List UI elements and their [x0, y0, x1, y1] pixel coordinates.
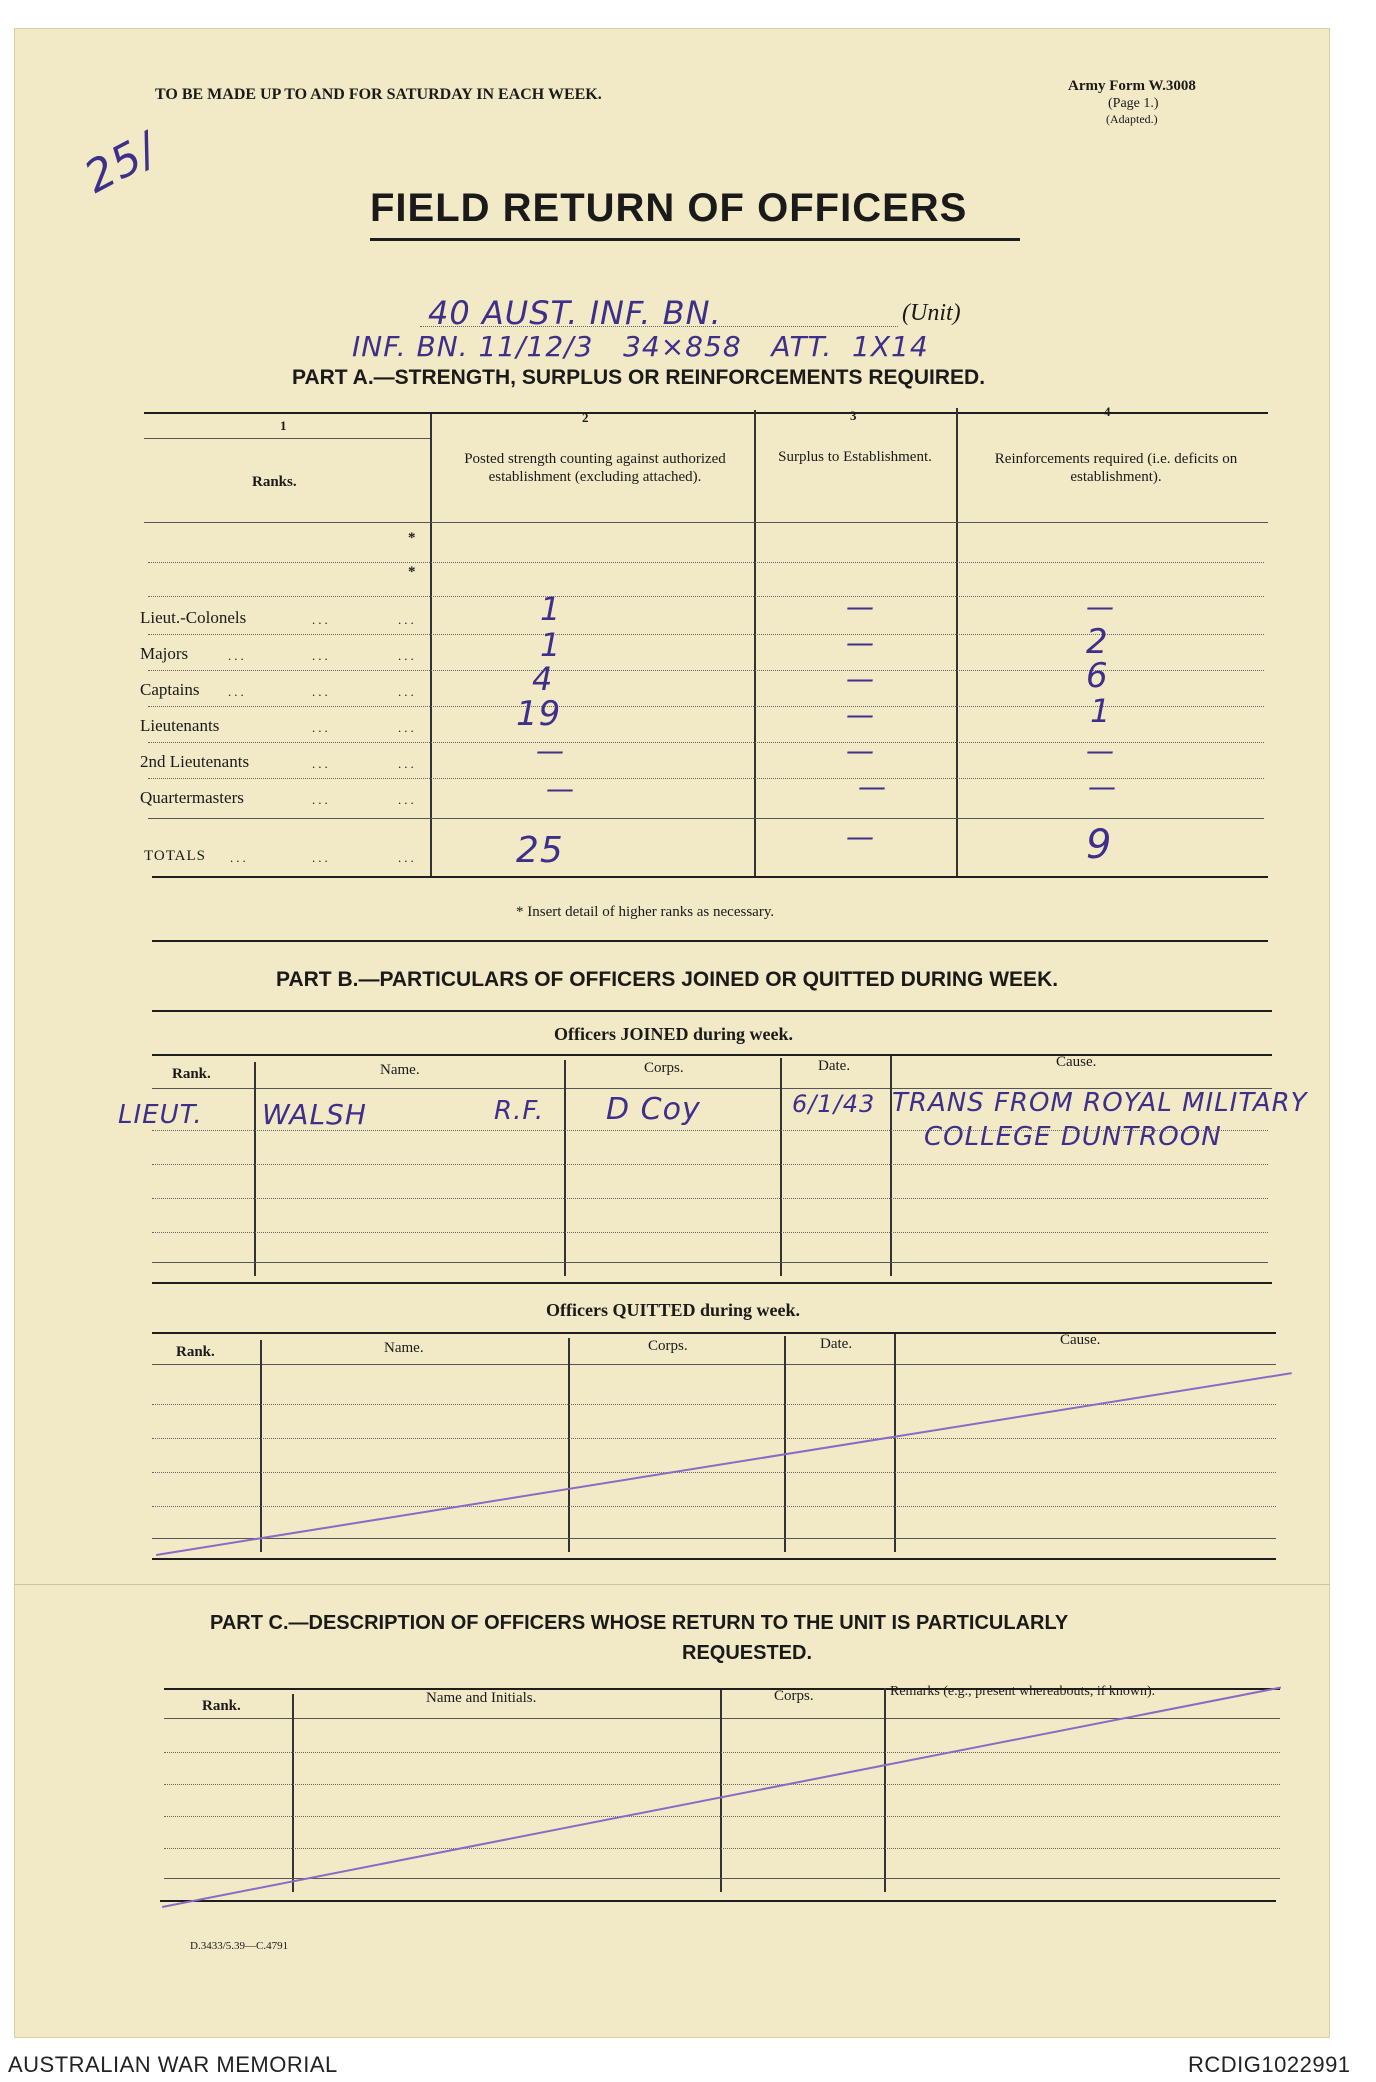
reinf-value: —	[1086, 590, 1115, 623]
dots-end: ...	[398, 792, 417, 807]
joined-name-value: WALSH	[262, 1098, 367, 1131]
rank-label: Lieutenants	[140, 716, 220, 735]
quitted-title: Officers QUITTED during week.	[546, 1300, 800, 1320]
dots-start: ...	[228, 684, 247, 699]
dots-mid: ...	[312, 792, 331, 807]
quitted-col-rank: Rank.	[176, 1344, 215, 1360]
quitted-row-rule	[152, 1404, 1276, 1405]
rank-label: Lieut.-Colonels	[140, 608, 247, 627]
page-title: FIELD RETURN OF OFFICERS	[370, 186, 968, 230]
unit-subline: INF. BN. 11/12/3 34×858 ATT. 1X14	[352, 330, 929, 363]
posted-value: 1	[540, 590, 562, 628]
joined-col-date: Date.	[818, 1058, 851, 1074]
part-c-row-rule	[164, 1752, 1280, 1753]
surplus-value: —	[846, 662, 875, 695]
header-reinforcements: Reinforcements required (i.e. deficits on establishment).	[994, 451, 1238, 485]
quitted-div-3	[784, 1336, 786, 1552]
quitted-col-cause: Cause.	[1060, 1332, 1101, 1348]
part-c-div-2	[720, 1690, 722, 1892]
part-b-title: PART B.—PARTICULARS OF OFFICERS JOINED OR QUITTED DURING WEEK.	[276, 968, 1059, 991]
reinf-value: 2	[1086, 622, 1109, 662]
dots-start: ...	[230, 850, 249, 865]
form-page: (Page 1.)	[1108, 96, 1159, 111]
form-id: Army Form W.3008	[1068, 78, 1196, 94]
col-number-4: 4	[1104, 404, 1111, 419]
joined-header-top	[152, 1054, 1272, 1056]
rank-label: Majors	[140, 644, 189, 663]
posted-value: —	[546, 772, 575, 805]
footer-institution: AUSTRALIAN WAR MEMORIAL	[8, 2052, 338, 2077]
col-divider-3	[956, 408, 958, 876]
dots-end: ...	[398, 612, 417, 627]
quitted-row-rule	[152, 1438, 1276, 1439]
unit-label: (Unit)	[902, 300, 961, 326]
star-row-2-mark: *	[408, 564, 416, 580]
totals-surplus: —	[846, 820, 875, 853]
part-c-col-corps: Corps.	[774, 1688, 814, 1704]
joined-row-rule	[152, 1130, 1268, 1131]
dots-mid: ...	[312, 850, 331, 865]
handwritten-count: 25/	[76, 123, 166, 204]
joined-row-rule	[152, 1262, 1268, 1263]
posted-value: 19	[516, 694, 562, 734]
part-c-title-line1: PART C.—DESCRIPTION OF OFFICERS WHOSE RETURN TO THE UNIT IS PARTICULARLY	[210, 1612, 1069, 1634]
part-c-title-line2: REQUESTED.	[682, 1642, 813, 1664]
quitted-div-2	[568, 1338, 570, 1552]
fold-line	[14, 1584, 1330, 1585]
joined-rank-value: LIEUT.	[118, 1100, 203, 1130]
joined-cause-line2: COLLEGE DUNTROON	[924, 1122, 1222, 1152]
print-code: D.3433/5.39—C.4791	[190, 1940, 289, 1952]
posted-value: 1	[540, 626, 562, 664]
header-posted: Posted strength counting against authorized establishment (excluding attached).	[464, 451, 726, 485]
quitted-row-rule	[152, 1472, 1276, 1473]
totals-posted: 25	[516, 830, 564, 871]
joined-div-1	[254, 1062, 256, 1276]
surplus-value: —	[846, 590, 875, 623]
part-c-col-remarks: Remarks (e.g., present whereabouts, if known).	[890, 1684, 1156, 1699]
dots-mid: ...	[312, 648, 331, 663]
quitted-col-corps: Corps.	[648, 1338, 688, 1354]
joined-col-rank: Rank.	[172, 1066, 211, 1082]
part-a-header-bottom	[144, 522, 1268, 523]
rank-label: 2nd Lieutenants	[140, 752, 250, 771]
posted-value: 4	[532, 660, 554, 698]
dots-mid: ...	[312, 612, 331, 627]
reinf-value: —	[1086, 734, 1115, 767]
dots-end: ...	[398, 684, 417, 699]
part-c-row-rule	[164, 1878, 1280, 1879]
col-number-2: 2	[582, 410, 589, 425]
quitted-row-rule	[152, 1506, 1276, 1507]
totals-label: TOTALS	[144, 848, 207, 864]
surplus-value: —	[846, 734, 875, 767]
part-c-row-rule	[164, 1816, 1280, 1817]
quitted-row-rule	[152, 1538, 1276, 1539]
dots-mid: ...	[312, 720, 331, 735]
quitted-header-top	[152, 1332, 1276, 1334]
footer-id: RCDIG1022991	[1188, 2052, 1351, 2077]
surplus-value: —	[846, 698, 875, 731]
joined-div-3	[780, 1058, 782, 1276]
rank-label: Captains	[140, 680, 200, 699]
part-a-footnote-rule	[152, 940, 1268, 942]
col-number-3: 3	[850, 408, 857, 423]
joined-row-rule	[152, 1232, 1268, 1233]
joined-initials-value: R.F.	[494, 1096, 545, 1126]
part-c-row-rule	[164, 1848, 1280, 1849]
dots-end: ...	[398, 756, 417, 771]
form-adapted: (Adapted.)	[1106, 112, 1158, 126]
quitted-div-1	[260, 1340, 262, 1552]
rank-label: Quartermasters	[140, 788, 244, 807]
joined-row-rule	[152, 1198, 1268, 1199]
dots-mid: ...	[312, 756, 331, 771]
joined-col-corps: Corps.	[644, 1060, 684, 1076]
col-number-1: 1	[280, 418, 287, 433]
dots-end: ...	[398, 850, 417, 865]
unit-value: 40 AUST. INF. BN.	[428, 294, 722, 332]
part-a-top-rule	[144, 412, 1268, 414]
header-surplus: Surplus to Establishment.	[778, 449, 932, 465]
joined-bottom-rule	[152, 1282, 1272, 1284]
quitted-bottom-rule	[152, 1558, 1276, 1560]
surplus-value: —	[846, 626, 875, 659]
joined-title: Officers JOINED during week.	[554, 1024, 793, 1044]
part-a-footnote: * Insert detail of higher ranks as necessary.	[516, 904, 775, 920]
instruction-text: TO BE MADE UP TO AND FOR SATURDAY IN EACH WEEK.	[155, 86, 602, 103]
part-c-bottom-rule	[160, 1900, 1276, 1902]
row-rule	[148, 818, 1264, 819]
part-a-title: PART A.—STRENGTH, SURPLUS OR REINFORCEMENTS REQUIRED.	[292, 366, 986, 389]
reinf-value: —	[1088, 770, 1117, 803]
part-a-bottom-rule	[152, 876, 1268, 878]
reinf-value: 6	[1086, 656, 1109, 696]
star-row-1-line	[148, 562, 1264, 563]
dots-mid: ...	[312, 684, 331, 699]
posted-value: —	[536, 734, 565, 767]
dots-end: ...	[398, 720, 417, 735]
part-c-div-3	[884, 1688, 886, 1892]
part-c-col-rank: Rank.	[202, 1698, 241, 1714]
star-row-1-mark: *	[408, 530, 416, 546]
quitted-col-date: Date.	[820, 1336, 853, 1352]
joined-cause-line1: TRANS FROM ROYAL MILITARY	[892, 1088, 1308, 1118]
surplus-value: —	[858, 770, 887, 803]
part-c-row-rule	[164, 1784, 1280, 1785]
header-ranks: Ranks.	[252, 474, 297, 490]
totals-reinf: 9	[1086, 822, 1113, 868]
col-divider-1	[430, 414, 432, 876]
part-c-div-1	[292, 1694, 294, 1892]
joined-row-rule	[152, 1164, 1268, 1165]
dots-end: ...	[398, 648, 417, 663]
title-underline	[370, 238, 1020, 241]
part-a-sub-rule	[144, 438, 430, 439]
quitted-div-4	[894, 1334, 896, 1552]
joined-col-name: Name.	[380, 1062, 420, 1078]
unit-line	[420, 326, 898, 327]
part-c-col-name: Name and Initials.	[426, 1690, 537, 1706]
reinf-value: 1	[1090, 692, 1112, 730]
joined-date-value: 6/1/43	[792, 1090, 876, 1118]
quitted-header-bottom	[152, 1364, 1276, 1365]
joined-div-2	[564, 1060, 566, 1276]
part-b-top-rule	[152, 1010, 1272, 1012]
col-divider-2	[754, 410, 756, 876]
joined-col-cause: Cause.	[1056, 1054, 1097, 1070]
joined-corps-value: D Coy	[606, 1092, 701, 1127]
quitted-col-name: Name.	[384, 1340, 424, 1356]
dots-start: ...	[228, 648, 247, 663]
